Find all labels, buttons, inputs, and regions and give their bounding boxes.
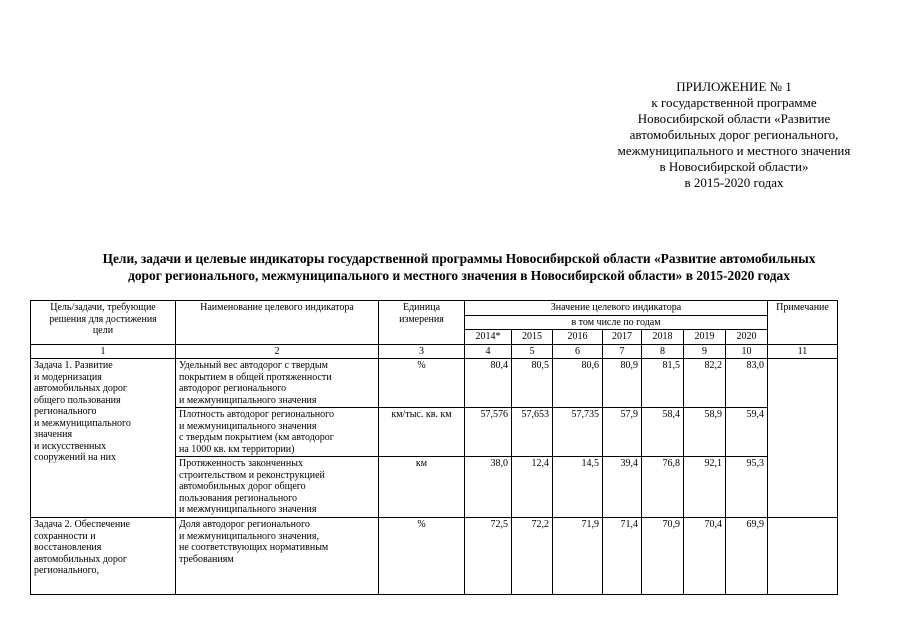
header-year: 2017 (603, 330, 642, 345)
column-number: 5 (512, 344, 553, 359)
value-cell: 58,9 (684, 408, 726, 457)
value-cell: 57,735 (553, 408, 603, 457)
appendix-header (592, 79, 876, 191)
indicator-unit: км/тыс. кв. км (379, 408, 465, 457)
indicator-name: Удельный вес автодорог с твердым покрытием в общей протяженности автодорог регионального и межмуниципального значения (176, 359, 379, 408)
value-cell: 80,6 (553, 359, 603, 408)
header-indicator: Наименование целевого индикатора (176, 301, 379, 345)
document-title (40, 250, 878, 284)
indicator-unit: км (379, 457, 465, 518)
appendix-line: автомобильных дорог регионального, (629, 127, 839, 142)
header-by-years: в том числе по годам (465, 315, 768, 330)
column-number: 7 (603, 344, 642, 359)
value-cell: 80,9 (603, 359, 642, 408)
title-line-2: дорог регионального, межмуниципального и местного значения в Новосибирской области» в 2015-2020 годах (128, 268, 790, 283)
note-cell (768, 518, 838, 595)
value-cell: 57,9 (603, 408, 642, 457)
column-number: 2 (176, 344, 379, 359)
value-cell: 76,8 (642, 457, 684, 518)
value-cell: 58,4 (642, 408, 684, 457)
column-number: 8 (642, 344, 684, 359)
value-cell: 71,4 (603, 518, 642, 595)
indicator-name: Доля автодорог регионального и межмуниципального значения, не соответствующих нормативным требованиям (176, 518, 379, 595)
value-cell: 59,4 (726, 408, 768, 457)
indicator-unit: % (379, 359, 465, 408)
value-cell: 12,4 (512, 457, 553, 518)
task-2-label: Задача 2. Обеспечение сохранности и восстановления автомобильных дорог регионального, (31, 518, 176, 595)
header-year: 2016 (553, 330, 603, 345)
value-cell: 80,5 (512, 359, 553, 408)
note-cell (768, 359, 838, 518)
column-number: 1 (31, 344, 176, 359)
header-year: 2014* (465, 330, 512, 345)
appendix-line: межмуниципального и местного значения (617, 143, 851, 158)
indicator-unit: % (379, 518, 465, 595)
value-cell: 71,9 (553, 518, 603, 595)
title-line-1: Цели, задачи и целевые индикаторы государственной программы Новосибирской области «Развитие автомобильных (102, 251, 816, 266)
table-row (31, 518, 838, 595)
header-note: Примечание (768, 301, 838, 345)
header-unit: Единица измерения (379, 301, 465, 345)
header-goal: Цель/задачи, требующие решения для достижения цели (31, 301, 176, 345)
appendix-line: в 2015-2020 годах (684, 175, 784, 190)
value-cell: 70,9 (642, 518, 684, 595)
table-row (31, 359, 838, 408)
value-cell: 81,5 (642, 359, 684, 408)
column-number: 6 (553, 344, 603, 359)
value-cell: 95,3 (726, 457, 768, 518)
appendix-line: к государственной программе (651, 95, 817, 110)
value-cell: 39,4 (603, 457, 642, 518)
appendix-line: в Новосибирской области» (659, 159, 809, 174)
value-cell: 14,5 (553, 457, 603, 518)
value-cell: 72,2 (512, 518, 553, 595)
column-number: 11 (768, 344, 838, 359)
indicator-name: Протяженность законченных строительством и реконструкцией автомобильных дорог общего пользования регионального и межмуниципального значения (176, 457, 379, 518)
value-cell: 57,653 (512, 408, 553, 457)
value-cell: 57,576 (465, 408, 512, 457)
header-value: Значение целевого индикатора (465, 301, 768, 316)
header-year: 2019 (684, 330, 726, 345)
value-cell: 70,4 (684, 518, 726, 595)
value-cell: 72,5 (465, 518, 512, 595)
header-year: 2020 (726, 330, 768, 345)
header-year: 2015 (512, 330, 553, 345)
column-number: 9 (684, 344, 726, 359)
column-number: 10 (726, 344, 768, 359)
header-year: 2018 (642, 330, 684, 345)
value-cell: 82,2 (684, 359, 726, 408)
task-1-label: Задача 1. Развитие и модернизация автомобильных дорог общего пользования регионального и межмуниципального значения и искусственных сооружений на них (31, 359, 176, 518)
value-cell: 83,0 (726, 359, 768, 408)
column-number: 4 (465, 344, 512, 359)
value-cell: 80,4 (465, 359, 512, 408)
column-number: 3 (379, 344, 465, 359)
value-cell: 92,1 (684, 457, 726, 518)
indicator-name: Плотность автодорог регионального и межмуниципального значения с твердым покрытием (км автодорог на 1000 кв. км территории) (176, 408, 379, 457)
value-cell: 69,9 (726, 518, 768, 595)
value-cell: 38,0 (465, 457, 512, 518)
appendix-line: Новосибирской области «Развитие (637, 111, 831, 126)
appendix-line: ПРИЛОЖЕНИЕ № 1 (676, 79, 792, 94)
indicators-table (30, 300, 838, 595)
